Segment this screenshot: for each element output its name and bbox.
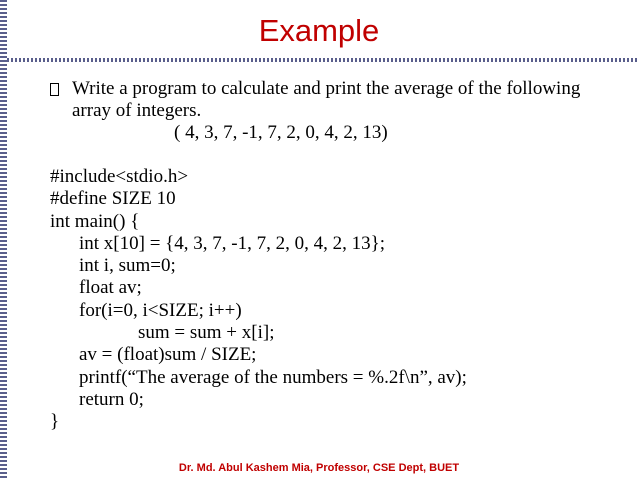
code-line: } <box>50 411 60 433</box>
bullet-text: Write a program to calculate and print the average of the following array of integers. <box>72 78 581 121</box>
code-line: int main() { <box>50 210 140 232</box>
title-underline-rule <box>7 58 638 62</box>
slide-title: Example <box>258 13 380 48</box>
code-block <box>50 166 467 434</box>
square-bullet-icon <box>50 83 59 96</box>
array-values: ( 4, 3, 7, -1, 7, 2, 0, 4, 2, 13) <box>174 122 388 143</box>
code-line: int x[10] = {4, 3, 7, -1, 7, 2, 0, 4, 2, 13}; <box>79 232 386 254</box>
code-line: #include<stdio.h> <box>50 166 189 187</box>
code-line: printf(“The average of the numbers = %.2f\n”, av); <box>79 366 467 388</box>
code-line: float av; <box>79 277 142 299</box>
code-line: int i, sum=0; <box>79 255 176 277</box>
left-decorative-rule <box>0 0 7 479</box>
code-line: av = (float)sum / SIZE; <box>79 344 257 366</box>
slide-footer: Dr. Md. Abul Kashem Mia, Professor, CSE Dept, BUET <box>178 462 460 474</box>
code-line: return 0; <box>79 388 144 410</box>
code-line: for(i=0, i<SIZE; i++) <box>79 299 242 321</box>
code-line: sum = sum + x[i]; <box>138 322 275 344</box>
code-line: #define SIZE 10 <box>50 188 176 210</box>
